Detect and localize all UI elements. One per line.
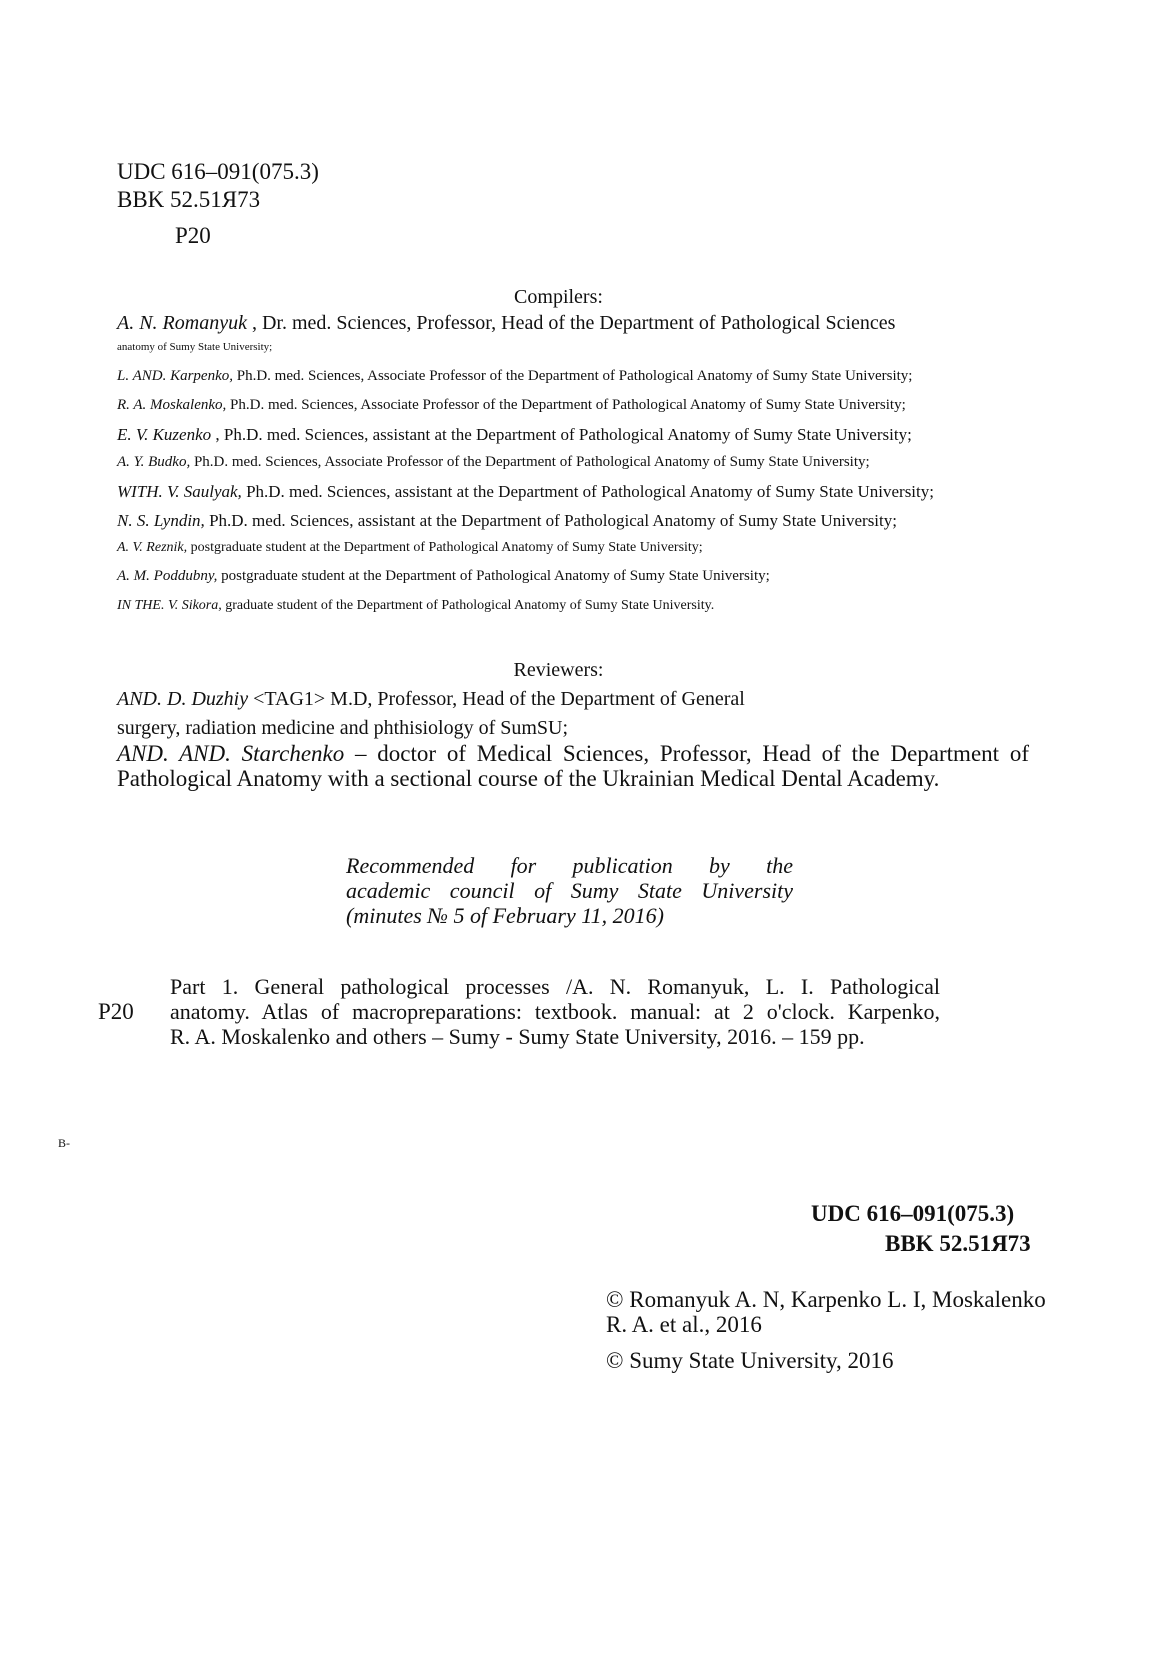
reviewer-entry-continuation	[117, 716, 568, 740]
author-code-top: P20	[175, 223, 211, 248]
compiler-description: Ph.D. med. Sciences, assistant at the Department of Pathological Anatomy of Sumy State University;	[241, 482, 934, 501]
reviewer-name: AND. AND. Starchenko	[117, 741, 345, 766]
reviewer-entry	[117, 687, 745, 711]
compiler-entry	[117, 453, 870, 472]
compiler-description: postgraduate student at the Department of Pathological Anatomy of Sumy State University;	[217, 568, 770, 584]
copyright-authors: © Romanyuk A. N, Karpenko L. I, Moskalenko R. A. et al., 2016	[606, 1287, 1046, 1337]
compiler-description: postgraduate student at the Department of Pathological Anatomy of Sumy State University;	[187, 540, 703, 555]
compiler-name: R. A. Moskalenko,	[117, 397, 227, 413]
catalog-line: Part 1. General pathological processes /A. N. Romanyuk, L. I. Pathological	[170, 974, 940, 999]
compiler-entry-continuation	[117, 340, 272, 354]
compiler-description: , Ph.D. med. Sciences, assistant at the Department of Pathological Anatomy of Sumy State University;	[211, 425, 912, 444]
compiler-description: anatomy of Sumy State University;	[117, 341, 273, 353]
reviewer-description: <TAG1> M.D, Professor, Head of the Department of General	[248, 688, 745, 710]
compiler-name: A. V. Reznik,	[117, 540, 188, 555]
compiler-name: IN THE. V. Sikora,	[117, 598, 222, 613]
compiler-entry	[117, 539, 703, 557]
compiler-description: Ph.D. med. Sciences, assistant at the Department of Pathological Anatomy of Sumy State University;	[204, 511, 897, 530]
compiler-entry	[117, 481, 934, 502]
bbk-code-bottom: BBK 52.51Я73	[885, 1231, 1031, 1256]
catalog-line: anatomy. Atlas of macropreparations: textbook. manual: at 2 o'clock. Karpenko,	[170, 999, 940, 1024]
compiler-name: A. Y. Budko,	[117, 454, 191, 470]
compiler-name: WITH. V. Saulyak,	[117, 482, 242, 501]
compilers-heading: Compilers:	[514, 286, 603, 308]
compiler-entry	[117, 311, 895, 335]
reviewer-description: surgery, radiation medicine and phthisiology of SumSU;	[117, 717, 569, 739]
compiler-description: Ph.D. med. Sciences, Associate Professor of the Department of Pathological Anatomy of Sumy State University;	[226, 397, 906, 413]
reviewer-entry	[117, 741, 1029, 791]
compiler-entry	[117, 396, 906, 415]
compiler-name: A. N. Romanyuk	[117, 312, 247, 334]
publication-recommendation	[346, 853, 793, 928]
reviewer-name: AND. D. Duzhiy	[117, 688, 249, 710]
compiler-description: Ph.D. med. Sciences, Associate Professor of the Department of Pathological Anatomy of Sumy State University;	[232, 368, 913, 384]
recommendation-line: (minutes № 5 of February 11, 2016)	[346, 903, 664, 928]
compiler-entry	[117, 597, 714, 615]
catalog-code: P20	[98, 999, 134, 1024]
compiler-name: E. V. Kuzenko	[117, 425, 212, 444]
compiler-name: N. S. Lyndin,	[117, 511, 205, 530]
compiler-entry	[117, 367, 912, 386]
compiler-name: L. AND. Karpenko,	[117, 368, 233, 384]
catalog-line: R. A. Moskalenko and others – Sumy - Sumy State University, 2016. – 159 pp.	[170, 1024, 865, 1049]
compiler-entry	[117, 510, 897, 531]
compiler-name: A. M. Poddubny,	[117, 568, 218, 584]
recommendation-line: Recommended for publication by the	[346, 853, 793, 878]
bbk-code-top: BBK 52.51Я73	[117, 187, 261, 212]
margin-mark: B-	[58, 1136, 70, 1150]
reviewers-heading: Reviewers:	[513, 659, 604, 681]
compiler-description: , Dr. med. Sciences, Professor, Head of the Department of Pathological Sciences	[246, 312, 896, 334]
compiler-entry	[117, 567, 770, 586]
catalog-description	[170, 974, 940, 1049]
udc-code-bottom: UDC 616–091(075.3)	[811, 1201, 1015, 1226]
compiler-description: graduate student of the Department of Pathological Anatomy of Sumy State University.	[221, 598, 715, 613]
reviewer-description: – doctor of Medical Sciences, Professor, Head of the Department of Pathological Anatomy with a sectional course of the Ukrainian Medical Dental Academy.	[117, 741, 1029, 791]
compiler-entry	[117, 424, 912, 445]
compiler-description: Ph.D. med. Sciences, Associate Professor of the Department of Pathological Anatomy of Sumy State University;	[190, 454, 870, 470]
udc-code-top: UDC 616–091(075.3)	[117, 159, 319, 184]
recommendation-line: academic council of Sumy State University	[346, 878, 793, 903]
copyright-university: © Sumy State University, 2016	[606, 1348, 894, 1373]
